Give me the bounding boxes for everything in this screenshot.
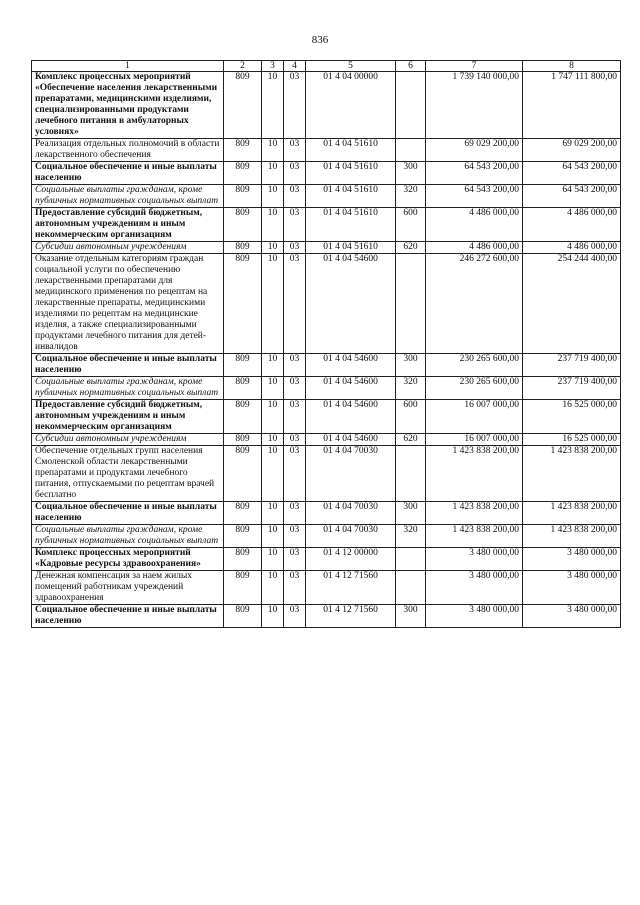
section-code: 10 — [262, 605, 284, 628]
target-article: 01 4 04 51610 — [306, 242, 396, 254]
subsection-code: 03 — [284, 242, 306, 254]
page-number: 836 — [311, 34, 329, 46]
amount-year-1: 3 480 000,00 — [426, 571, 523, 605]
amount-year-2: 237 719 400,00 — [523, 377, 621, 400]
subsection-code: 03 — [284, 72, 306, 139]
amount-year-2: 254 244 400,00 — [523, 254, 621, 354]
ministry-code: 809 — [224, 605, 262, 628]
expense-type: 600 — [396, 208, 426, 242]
amount-year-2: 3 480 000,00 — [523, 605, 621, 628]
expense-type: 300 — [396, 354, 426, 377]
row-name: Социальные выплаты гражданам, кроме публичных нормативных социальных выплат — [32, 377, 224, 400]
row-name: Предоставление субсидий бюджетным, автономным учреждениям и иным некоммерческим организациям — [32, 208, 224, 242]
table-row — [32, 400, 621, 434]
ministry-code: 809 — [224, 400, 262, 434]
amount-year-2: 1 423 838 200,00 — [523, 525, 621, 548]
table-row — [32, 571, 621, 605]
table-row — [32, 377, 621, 400]
section-code: 10 — [262, 208, 284, 242]
expense-type — [396, 446, 426, 502]
table-row — [32, 434, 621, 446]
table-row — [32, 185, 621, 208]
subsection-code: 03 — [284, 502, 306, 525]
target-article: 01 4 04 70030 — [306, 525, 396, 548]
expense-type — [396, 571, 426, 605]
column-header: 3 — [262, 61, 284, 72]
section-code: 10 — [262, 354, 284, 377]
section-code: 10 — [262, 400, 284, 434]
subsection-code: 03 — [284, 548, 306, 571]
row-name: Реализация отдельных полномочий в области лекарственного обеспечения — [32, 139, 224, 162]
column-header: 2 — [224, 61, 262, 72]
column-header: 7 — [426, 61, 523, 72]
amount-year-1: 1 739 140 000,00 — [426, 72, 523, 139]
amount-year-2: 64 543 200,00 — [523, 162, 621, 185]
target-article: 01 4 04 51610 — [306, 139, 396, 162]
amount-year-1: 4 486 000,00 — [426, 242, 523, 254]
row-name: Субсидии автономным учреждениям — [32, 242, 224, 254]
amount-year-1: 246 272 600,00 — [426, 254, 523, 354]
amount-year-2: 4 486 000,00 — [523, 242, 621, 254]
target-article: 01 4 04 54600 — [306, 434, 396, 446]
target-article: 01 4 12 71560 — [306, 605, 396, 628]
expense-type: 300 — [396, 605, 426, 628]
row-name: Социальное обеспечение и иные выплаты населению — [32, 502, 224, 525]
row-name: Комплекс процессных мероприятий «Обеспечение населения лекарственными препаратами, медицинскими изделиями, специализированными продуктами лечебного питания в амбулаторных условиях» — [32, 72, 224, 139]
row-name: Социальные выплаты гражданам, кроме публичных нормативных социальных выплат — [32, 525, 224, 548]
target-article: 01 4 04 51610 — [306, 208, 396, 242]
amount-year-2: 1 747 111 800,00 — [523, 72, 621, 139]
expense-type: 320 — [396, 185, 426, 208]
row-name: Предоставление субсидий бюджетным, автономным учреждениям и иным некоммерческим организациям — [32, 400, 224, 434]
target-article: 01 4 04 51610 — [306, 162, 396, 185]
ministry-code: 809 — [224, 446, 262, 502]
amount-year-2: 16 525 000,00 — [523, 434, 621, 446]
target-article: 01 4 04 54600 — [306, 254, 396, 354]
section-code: 10 — [262, 72, 284, 139]
section-code: 10 — [262, 434, 284, 446]
row-name: Социальное обеспечение и иные выплаты населению — [32, 162, 224, 185]
row-name: Субсидии автономным учреждениям — [32, 434, 224, 446]
target-article: 01 4 12 00000 — [306, 548, 396, 571]
amount-year-1: 1 423 838 200,00 — [426, 525, 523, 548]
amount-year-1: 64 543 200,00 — [426, 185, 523, 208]
amount-year-1: 1 423 838 200,00 — [426, 502, 523, 525]
expense-type: 300 — [396, 162, 426, 185]
amount-year-2: 3 480 000,00 — [523, 571, 621, 605]
ministry-code: 809 — [224, 208, 262, 242]
row-name: Денежная компенсация за наем жилых помещений работникам учреждений здравоохранения — [32, 571, 224, 605]
subsection-code: 03 — [284, 377, 306, 400]
amount-year-1: 3 480 000,00 — [426, 548, 523, 571]
amount-year-2: 4 486 000,00 — [523, 208, 621, 242]
amount-year-1: 16 007 000,00 — [426, 434, 523, 446]
ministry-code: 809 — [224, 377, 262, 400]
target-article: 01 4 04 51610 — [306, 185, 396, 208]
amount-year-1: 16 007 000,00 — [426, 400, 523, 434]
amount-year-2: 69 029 200,00 — [523, 139, 621, 162]
subsection-code: 03 — [284, 185, 306, 208]
column-header: 1 — [32, 61, 224, 72]
subsection-code: 03 — [284, 162, 306, 185]
section-code: 10 — [262, 254, 284, 354]
table-body — [32, 72, 621, 628]
table-row — [32, 502, 621, 525]
section-code: 10 — [262, 242, 284, 254]
ministry-code: 809 — [224, 525, 262, 548]
table-row — [32, 162, 621, 185]
table-row — [32, 72, 621, 139]
amount-year-2: 1 423 838 200,00 — [523, 446, 621, 502]
target-article: 01 4 04 54600 — [306, 400, 396, 434]
section-code: 10 — [262, 139, 284, 162]
subsection-code: 03 — [284, 525, 306, 548]
section-code: 10 — [262, 185, 284, 208]
target-article: 01 4 04 70030 — [306, 502, 396, 525]
section-code: 10 — [262, 525, 284, 548]
subsection-code: 03 — [284, 254, 306, 354]
column-header: 5 — [306, 61, 396, 72]
target-article: 01 4 04 70030 — [306, 446, 396, 502]
table-row — [32, 242, 621, 254]
amount-year-1: 4 486 000,00 — [426, 208, 523, 242]
ministry-code: 809 — [224, 185, 262, 208]
ministry-code: 809 — [224, 162, 262, 185]
expense-type: 320 — [396, 377, 426, 400]
column-header: 4 — [284, 61, 306, 72]
expense-type — [396, 254, 426, 354]
table-row — [32, 254, 621, 354]
section-code: 10 — [262, 571, 284, 605]
ministry-code: 809 — [224, 502, 262, 525]
amount-year-2: 64 543 200,00 — [523, 185, 621, 208]
section-code: 10 — [262, 548, 284, 571]
target-article: 01 4 04 54600 — [306, 354, 396, 377]
ministry-code: 809 — [224, 242, 262, 254]
table-row — [32, 208, 621, 242]
row-name: Комплекс процессных мероприятий «Кадровые ресурсы здравоохранения» — [32, 548, 224, 571]
section-code: 10 — [262, 162, 284, 185]
ministry-code: 809 — [224, 354, 262, 377]
amount-year-1: 69 029 200,00 — [426, 139, 523, 162]
table-row — [32, 446, 621, 502]
table-row — [32, 605, 621, 628]
subsection-code: 03 — [284, 354, 306, 377]
ministry-code: 809 — [224, 571, 262, 605]
ministry-code: 809 — [224, 548, 262, 571]
amount-year-1: 3 480 000,00 — [426, 605, 523, 628]
expense-type — [396, 548, 426, 571]
section-code: 10 — [262, 377, 284, 400]
ministry-code: 809 — [224, 139, 262, 162]
column-header: 8 — [523, 61, 621, 72]
expense-type — [396, 139, 426, 162]
ministry-code: 809 — [224, 72, 262, 139]
subsection-code: 03 — [284, 139, 306, 162]
amount-year-2: 16 525 000,00 — [523, 400, 621, 434]
expense-type: 320 — [396, 525, 426, 548]
section-code: 10 — [262, 446, 284, 502]
row-name: Обеспечение отдельных групп населения Смоленской области лекарственными препаратами и продуктами лечебного питания, отпускаемыми по рецептам врачей бесплатно — [32, 446, 224, 502]
amount-year-1: 230 265 600,00 — [426, 354, 523, 377]
expense-type: 600 — [396, 400, 426, 434]
budget-table — [31, 60, 621, 628]
expense-type: 620 — [396, 434, 426, 446]
amount-year-1: 64 543 200,00 — [426, 162, 523, 185]
row-name: Социальное обеспечение и иные выплаты населению — [32, 605, 224, 628]
amount-year-1: 1 423 838 200,00 — [426, 446, 523, 502]
section-code: 10 — [262, 502, 284, 525]
subsection-code: 03 — [284, 400, 306, 434]
expense-type: 620 — [396, 242, 426, 254]
amount-year-2: 237 719 400,00 — [523, 354, 621, 377]
subsection-code: 03 — [284, 605, 306, 628]
header-row — [32, 61, 621, 72]
target-article: 01 4 04 00000 — [306, 72, 396, 139]
row-name: Социальное обеспечение и иные выплаты населению — [32, 354, 224, 377]
table-row — [32, 139, 621, 162]
subsection-code: 03 — [284, 571, 306, 605]
subsection-code: 03 — [284, 434, 306, 446]
row-name: Социальные выплаты гражданам, кроме публичных нормативных социальных выплат — [32, 185, 224, 208]
subsection-code: 03 — [284, 208, 306, 242]
ministry-code: 809 — [224, 254, 262, 354]
ministry-code: 809 — [224, 434, 262, 446]
column-header: 6 — [396, 61, 426, 72]
expense-type — [396, 72, 426, 139]
table-row — [32, 354, 621, 377]
row-name: Оказание отдельным категориям граждан социальной услуги по обеспечению лекарственными препаратами для медицинского применения по рецептам на лекарственные препараты, медицинскими изделиями по рецептам на медицинские изделия, а также специализированными продуктами лечебного питания для детей-инвалидов — [32, 254, 224, 354]
amount-year-1: 230 265 600,00 — [426, 377, 523, 400]
table-row — [32, 548, 621, 571]
target-article: 01 4 04 54600 — [306, 377, 396, 400]
subsection-code: 03 — [284, 446, 306, 502]
target-article: 01 4 12 71560 — [306, 571, 396, 605]
table-row — [32, 525, 621, 548]
amount-year-2: 3 480 000,00 — [523, 548, 621, 571]
expense-type: 300 — [396, 502, 426, 525]
amount-year-2: 1 423 838 200,00 — [523, 502, 621, 525]
